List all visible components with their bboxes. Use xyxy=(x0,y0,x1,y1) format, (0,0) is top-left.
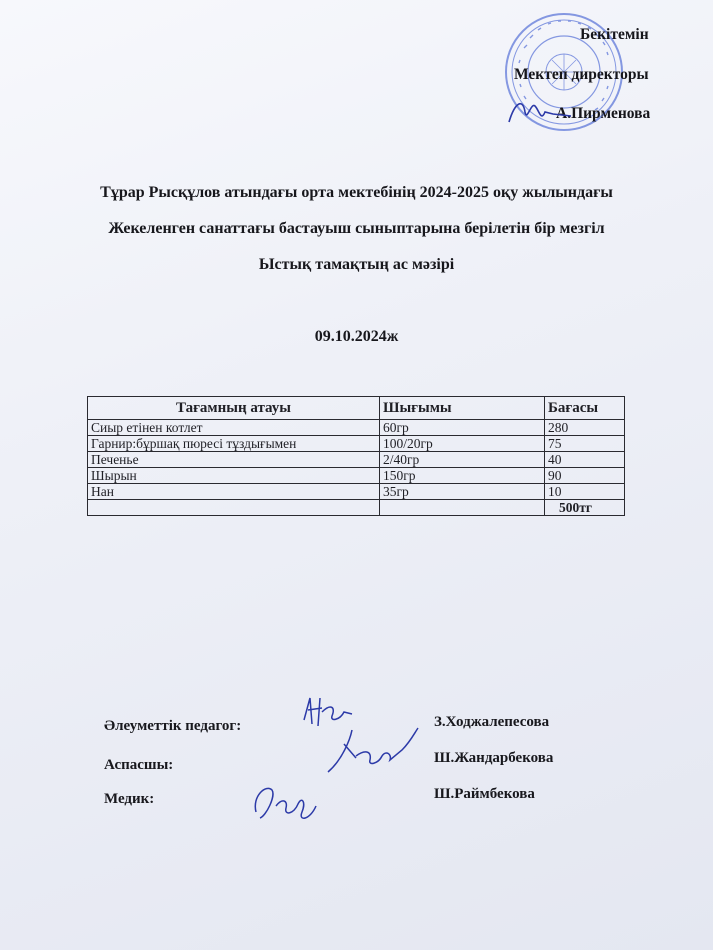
signatory-role: Әлеуметтік педагог: xyxy=(104,718,242,734)
header-price: Бағасы xyxy=(545,397,625,420)
approval-label: Бекітемін xyxy=(580,26,649,43)
table-row xyxy=(88,452,625,468)
signatory-role: Медик: xyxy=(104,791,155,807)
table-row xyxy=(88,420,625,436)
dish-price: 280 xyxy=(545,420,625,436)
document-title-line-3: Ыстық тамақтың ас мәзірі xyxy=(258,256,455,273)
director-name: А.Пирменова xyxy=(556,105,651,122)
dish-name: Печенье xyxy=(88,452,380,468)
table-row xyxy=(88,468,625,484)
dish-yield: 100/20гр xyxy=(380,436,545,452)
signatory-name: Ш.Раймбекова xyxy=(434,786,535,802)
table-row xyxy=(88,484,625,500)
dish-yield: 2/40гр xyxy=(380,452,545,468)
header-yield: Шығымы xyxy=(380,397,545,420)
signatory-role: Аспасшы: xyxy=(104,757,174,773)
total-empty-cell xyxy=(88,500,380,516)
director-signature xyxy=(505,92,575,132)
dish-price: 10 xyxy=(545,484,625,500)
dish-yield: 60гр xyxy=(380,420,545,436)
dish-name: Сиыр етінен котлет xyxy=(88,420,380,436)
menu-table xyxy=(87,396,625,516)
cook-signature xyxy=(322,720,422,780)
dish-price: 40 xyxy=(545,452,625,468)
table-row xyxy=(88,436,625,452)
dish-name: Нан xyxy=(88,484,380,500)
dish-name: Шырын xyxy=(88,468,380,484)
menu-date: 09.10.2024ж xyxy=(314,328,399,345)
total-row xyxy=(88,500,625,516)
signatory-name: З.Ходжалепесова xyxy=(434,714,550,730)
table-header-row xyxy=(88,397,625,420)
dish-name: Гарнир:бұршақ пюресі тұздығымен xyxy=(88,436,380,452)
total-price: 500тг xyxy=(545,500,625,516)
director-title: Мектеп директоры xyxy=(514,66,649,83)
total-empty-cell xyxy=(380,500,545,516)
document-title-line-2: Жекеленген санаттағы бастауыш сыныптарына берілетін бір мезгіл xyxy=(108,220,605,237)
dish-price: 75 xyxy=(545,436,625,452)
dish-yield: 150гр xyxy=(380,468,545,484)
document-title-line-1: Тұрар Рысқұлов атындағы орта мектебінің 2024-2025 оқу жылындағы xyxy=(100,184,613,201)
dish-price: 90 xyxy=(545,468,625,484)
dish-yield: 35гр xyxy=(380,484,545,500)
signatory-name: Ш.Жандарбекова xyxy=(434,750,554,766)
header-dish-name: Тағамның атауы xyxy=(88,397,380,420)
medic-signature xyxy=(246,776,326,826)
